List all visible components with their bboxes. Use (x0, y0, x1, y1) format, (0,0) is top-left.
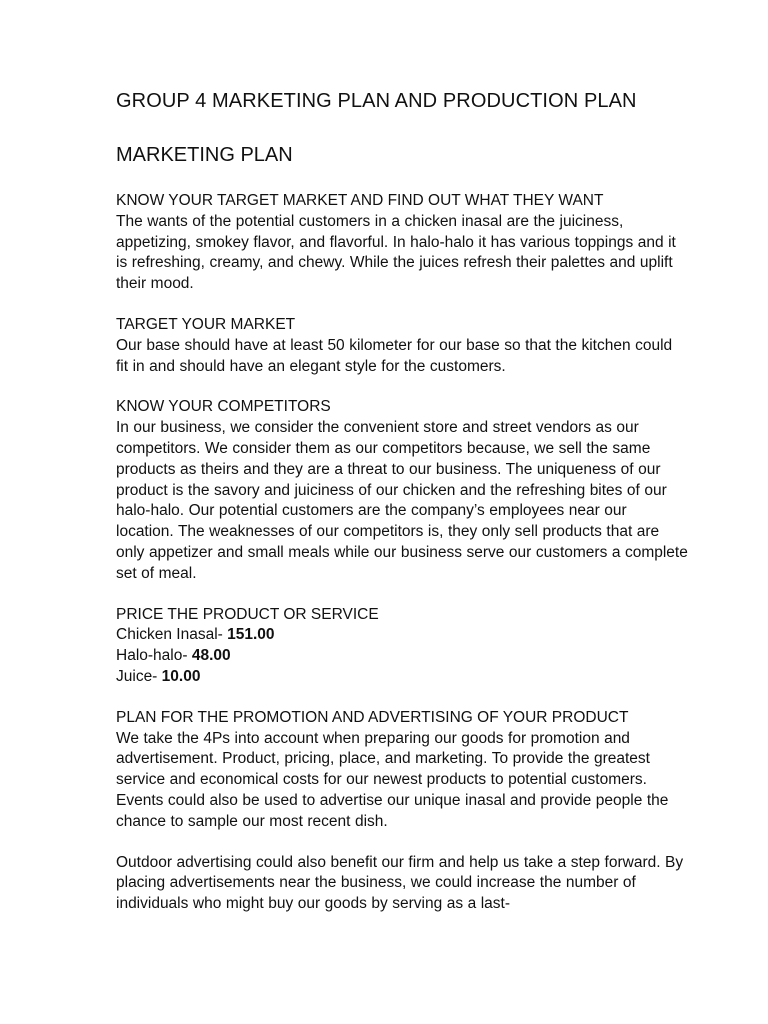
section-heading: PLAN FOR THE PROMOTION AND ADVERTISING OF YOUR PRODUCT (116, 708, 629, 726)
section-heading: KNOW YOUR TARGET MARKET AND FIND OUT WHAT THEY WANT (116, 192, 604, 209)
price-item (116, 667, 688, 688)
price-item-value: 10.00 (161, 667, 201, 685)
section-promotion (116, 708, 688, 833)
section-target-your-market (116, 315, 688, 377)
price-item (116, 625, 688, 646)
section-heading: TARGET YOUR MARKET (116, 315, 296, 333)
price-item-name: Halo-halo- (116, 647, 188, 665)
price-item-value: 48.00 (191, 647, 231, 665)
section-body: Outdoor advertising could also benefit our firm and help us take a step forward. By placing advertisements near the business, we could increase the number of individuals who might buy our goods by serving as a last- (116, 853, 684, 913)
price-item-name: Chicken Inasal- (116, 626, 223, 644)
section-body: The wants of the potential customers in a chicken inasal are the juiciness, appetizing, smokey flavor, and flavorful. In halo-halo it has various toppings and it is refreshing, creamy, and chewy. While the juices refresh their palettes and uplift their mood. (116, 212, 676, 293)
price-item-name: Juice- (116, 667, 158, 685)
document-title: GROUP 4 MARKETING PLAN AND PRODUCTION PLAN (116, 90, 637, 112)
section-body: We take the 4Ps into account when preparing our goods for promotion and advertisement. Product, pricing, place, and marketing. To provide the greatest service and economical costs for our newest products to potential customers. Events could also be used to advertise our unique inasal and provide people the chance to sample our most recent dish. (116, 729, 669, 830)
section-body: In our business, we consider the convenient store and street vendors as our competitors. We consider them as our competitors because, we sell the same products as theirs and they are a threat to our business. The uniqueness of our product is the savory and juiciness of our chicken and the refreshing bites of our halo-halo. Our potential customers are the company’s employees near our location. The weaknesses of our competitors is, they only sell products that are only appetizer and small meals while our business serve our customers a complete set of meal. (116, 419, 688, 582)
section-heading: PRICE THE PRODUCT OR SERVICE (116, 605, 379, 623)
section-title: MARKETING PLAN (116, 144, 293, 166)
section-body: Our base should have at least 50 kilometer for our base so that the kitchen could fit in and should have an elegant style for the customers. (116, 336, 673, 375)
section-heading: KNOW YOUR COMPETITORS (116, 398, 331, 416)
section-price (116, 605, 688, 688)
price-item (116, 646, 688, 667)
section-competitors (116, 397, 688, 584)
price-item-value: 151.00 (227, 626, 275, 644)
section-promotion-continued (116, 853, 688, 915)
section-target-market-wants (116, 191, 688, 295)
